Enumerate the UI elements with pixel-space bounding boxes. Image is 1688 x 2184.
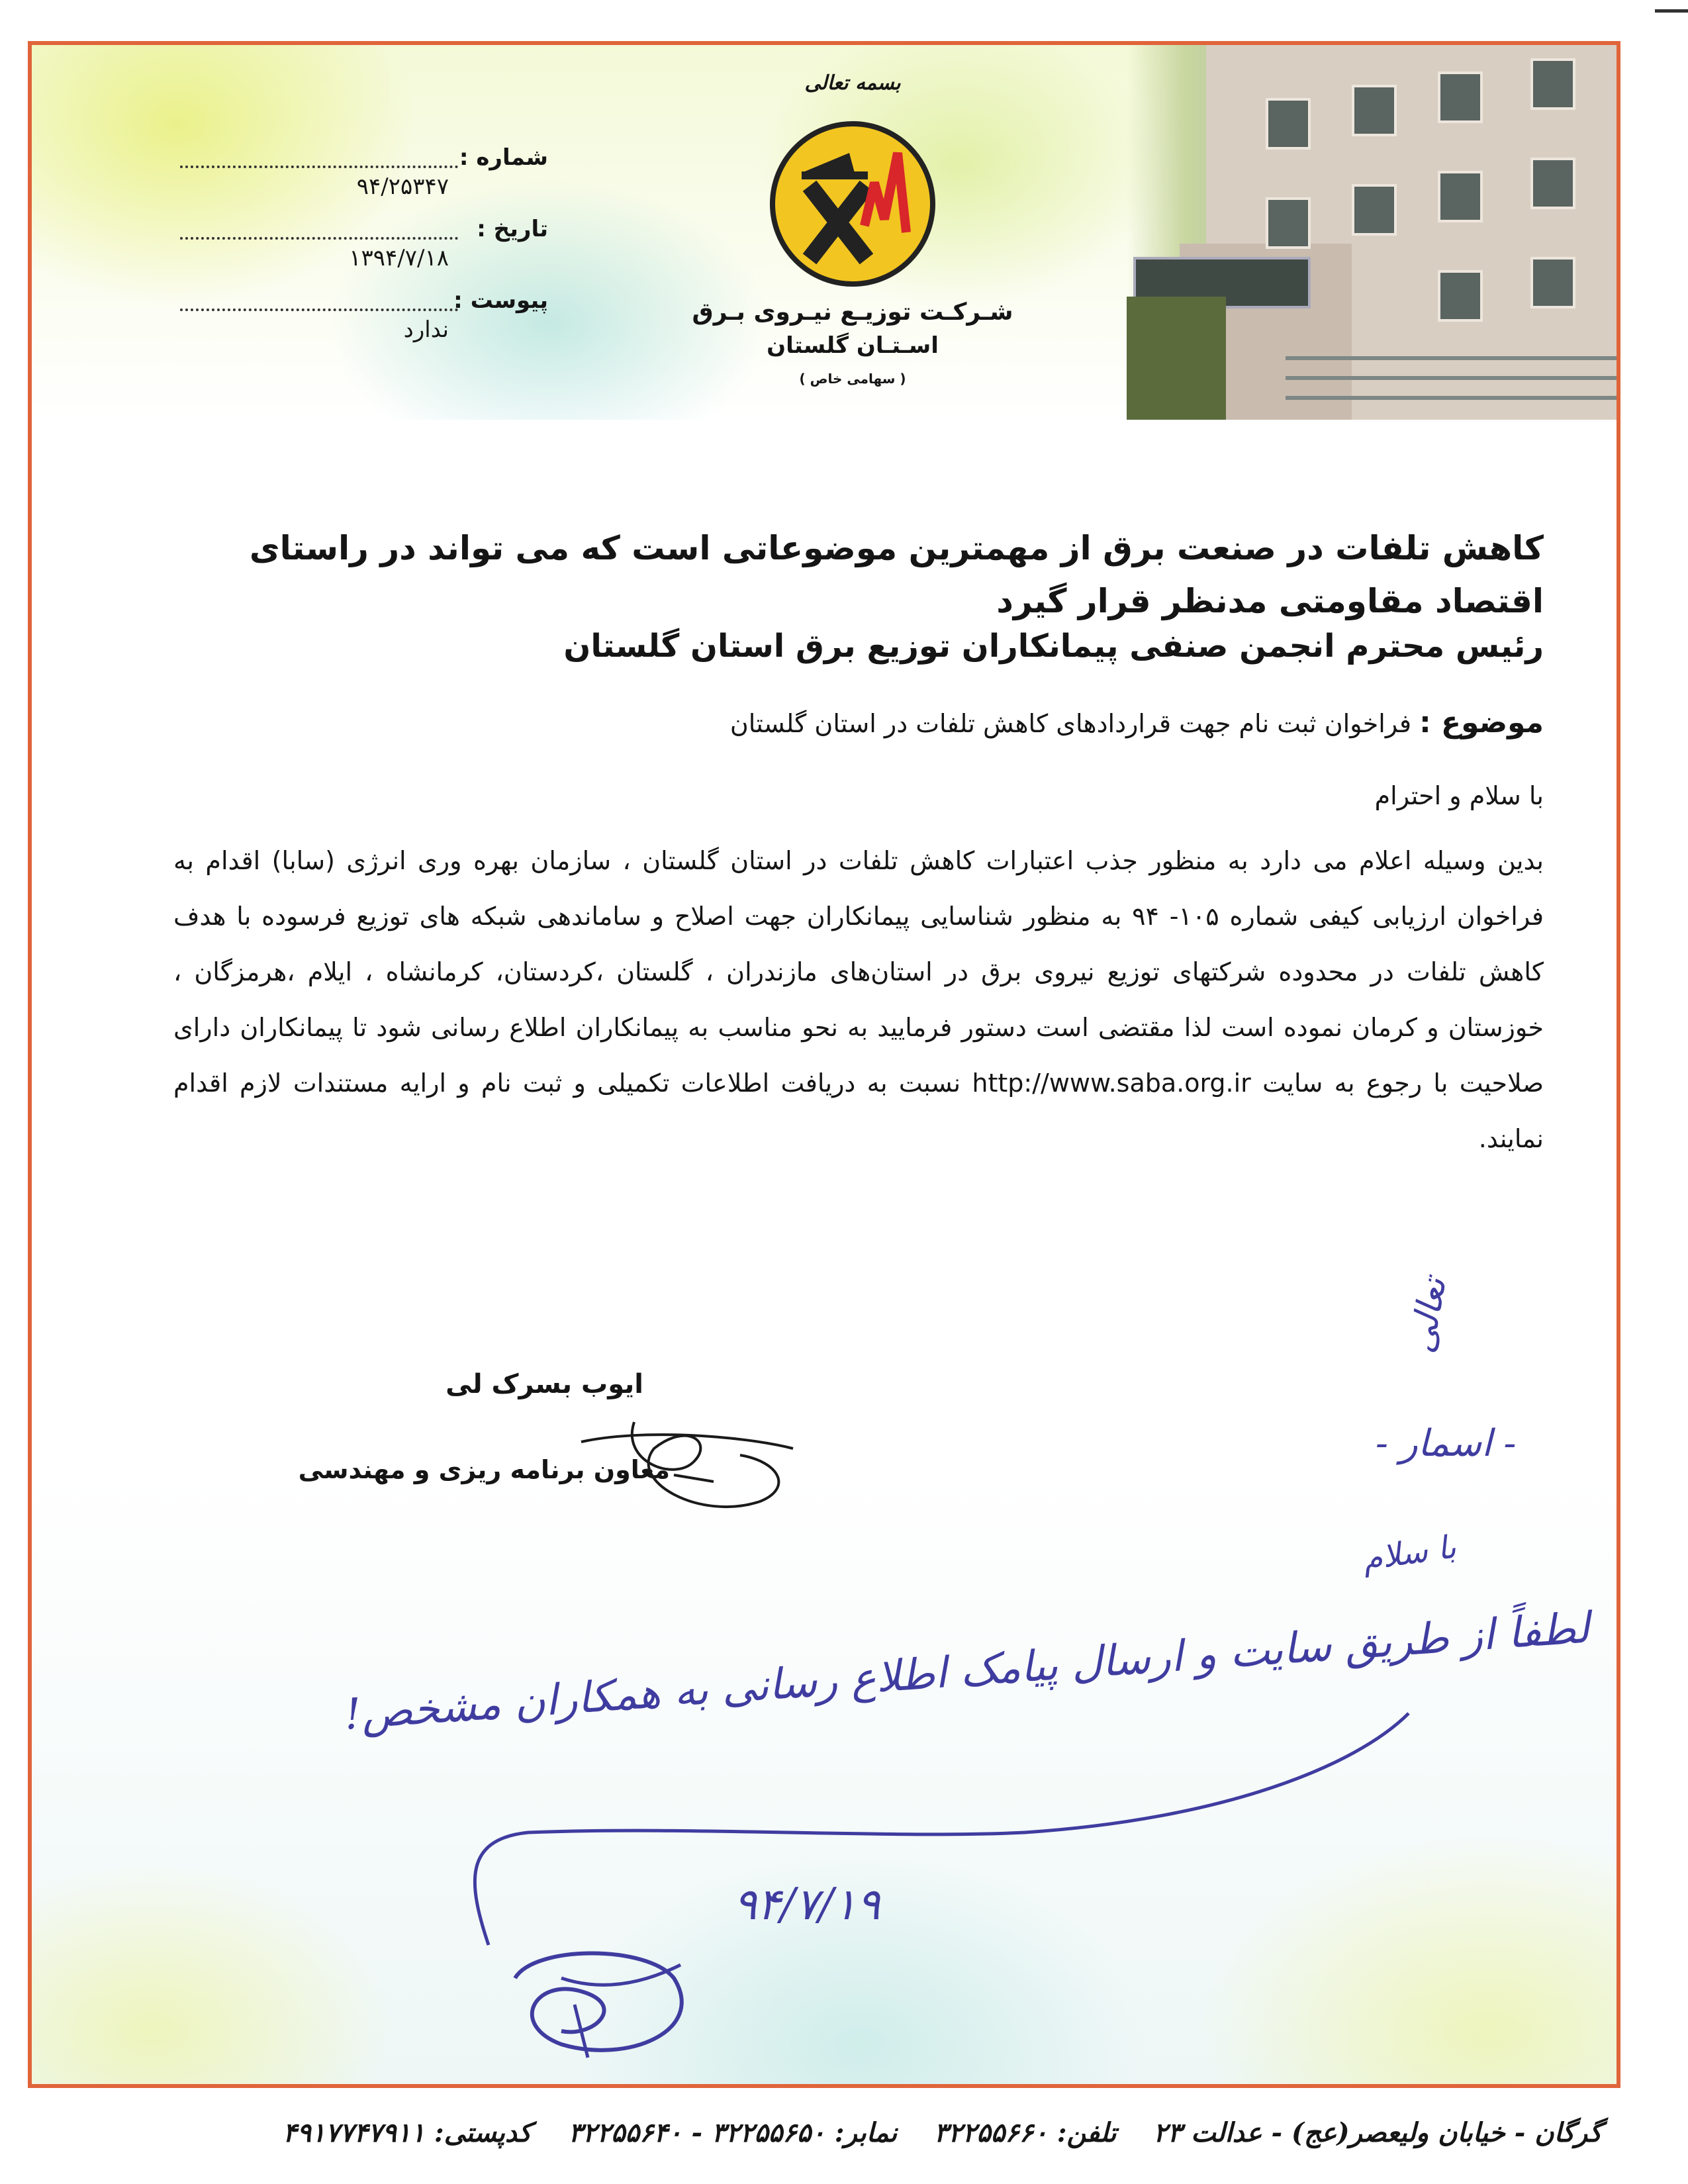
subject-label: موضوع : xyxy=(1419,706,1544,739)
field-number-value: ۹۴/۲۵۳۴۷ xyxy=(356,173,449,200)
signature-scribble-icon xyxy=(541,1382,820,1541)
company-type: ( سهامی خاص ) xyxy=(799,371,906,387)
subject-text: فراخوان ثبت نام جهت قراردادهای کاهش تلفات در استان گلستان xyxy=(729,709,1411,738)
company-logo-icon xyxy=(770,121,935,287)
handwritten-note-top-1: تعالی xyxy=(1402,1274,1454,1356)
field-date-line xyxy=(180,237,458,240)
field-attachment-line xyxy=(180,309,458,311)
body-text-before-url: بدین وسیله اعلام می دارد به منظور جذب اعتبارات کاهش تلفات در استان گلستان ، سازمان بهره وری انرژی (سابا) اقدام به فراخوان ارزیابی کیفی شماره ۱۰۵- ۹۴ به منظور شناسایی پیمانکاران جهت اصلاح و ساماندهی شبکه های توزیع فرسوده با هدف کاهش تلفات در محدوده شرکتهای توزیع نیروی برق در استان‌های مازندران ، گلستان ،کردستان، کرمانشاه ، ایلام ،هرمزگان ، خوزستان و کرمان نموده است لذا مقتضی است دستور فرمایید به نحو مناسب به پیمانکاران اطلاع رسانی شود تا پیمانکاران دارای صلاحیت با رجوع به سایت xyxy=(173,846,1544,1098)
greeting: با سلام و احترام xyxy=(1374,781,1544,810)
field-attachment-value: ندارد xyxy=(403,316,449,343)
handwritten-instruction: لطفاً از طریق سایت و ارسال پیامک اطلاع رسانی به همکاران مشخص! xyxy=(342,1603,1591,1740)
field-number xyxy=(124,144,548,216)
company-province: اسـتـان گلستان xyxy=(767,332,939,359)
footer-contact xyxy=(283,2117,1602,2148)
subject-line xyxy=(730,706,1544,739)
scan-corner-mark xyxy=(1655,9,1688,13)
company-name: شـرکـت توزیـع نیـروی بـرق xyxy=(692,299,1013,326)
letter-body xyxy=(173,833,1544,1166)
field-date-value: ۱۳۹۴/۷/۱۸ xyxy=(349,245,449,271)
signatory-title: معاون برنامه ریزی و مهندسی xyxy=(298,1455,670,1484)
reference-fields xyxy=(124,144,548,359)
handwritten-scribble-icon xyxy=(429,1634,1422,2064)
field-attachment xyxy=(124,287,548,359)
building-photo xyxy=(1127,45,1617,420)
footer-postal-label: کدپستی: xyxy=(434,2117,532,2148)
handwritten-note-top-2: - اسمار - xyxy=(1376,1422,1517,1465)
footer-phone: ۳۲۲۵۵۶۶۰ xyxy=(933,2117,1048,2148)
field-attachment-label: پیوست : xyxy=(453,287,548,314)
body-text-after-url: نسبت به دریافت اطلاعات تکمیلی و ثبت نام و ارایه مستندات لازم اقدام نمایند. xyxy=(173,1068,1544,1153)
letter-sheet xyxy=(28,41,1620,2088)
footer-address: گرگان - خیابان ولیعصر(عج) - عدالت ۲۳ xyxy=(1153,2117,1602,2148)
footer-phone-label: تلفن: xyxy=(1056,2117,1117,2148)
footer-postal: ۴۹۱۷۷۴۷۹۱۱ xyxy=(283,2117,425,2148)
addressee: رئیس محترم انجمن صنفی پیمانکاران توزیع برق استان گلستان xyxy=(563,628,1544,665)
letterhead xyxy=(32,45,1617,420)
basmala: بسمه تعالی xyxy=(804,71,901,95)
field-date-label: تاریخ : xyxy=(477,216,548,242)
field-number-line xyxy=(180,166,458,168)
company-logo-block xyxy=(654,71,1051,387)
signatory-name: ایوب بسرک لی xyxy=(445,1369,643,1400)
footer-fax: ۳۲۲۵۵۶۵۰ - ۳۲۲۵۵۶۴۰ xyxy=(568,2117,825,2148)
handwritten-greeting: با سلام xyxy=(1360,1528,1459,1578)
saba-website-link[interactable]: http://www.saba.org.ir xyxy=(972,1068,1251,1098)
field-number-label: شماره : xyxy=(459,144,548,171)
field-date xyxy=(124,216,548,287)
footer-fax-label: نمابر: xyxy=(834,2117,898,2148)
slogan: کاهش تلفات در صنعت برق از مهمترین موضوعاتی است که می تواند در راستای اقتصاد مقاومتی مدنظر قرار گیرد xyxy=(249,529,1544,620)
handwritten-date: ۹۴/۷/۱۹ xyxy=(733,1879,880,1930)
